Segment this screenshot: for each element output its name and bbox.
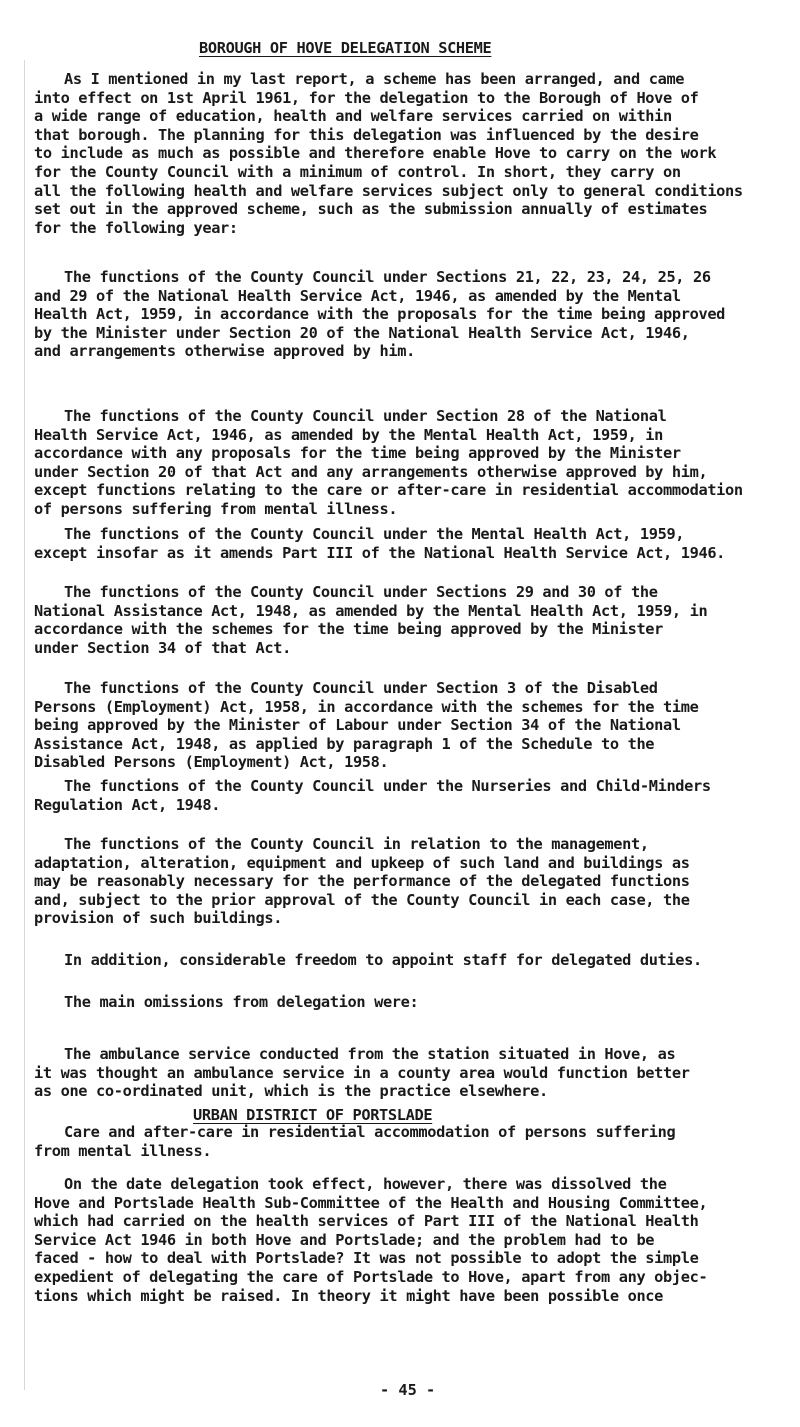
paragraph-line: as one co-ordinated unit, which is the practice elsewhere.	[34, 1082, 548, 1101]
paragraph-line: accordance with the schemes for the time being approved by the Minister	[34, 620, 664, 639]
paragraph-line: from mental illness.	[34, 1141, 212, 1160]
paragraph-line: into effect on 1st April 1961, for the delegation to the Borough of Hove of	[34, 88, 699, 107]
paragraph-line: The functions of the County Council under the Nurseries and Child-Minders	[64, 777, 711, 795]
paragraph-line: under Section 34 of that Act.	[34, 638, 291, 657]
paragraph-line: set out in the approved scheme, such as the submission annually of estimates	[34, 200, 708, 219]
paragraph-line: The functions of the County Council under Sections 21, 22, 23, 24, 25, 26	[64, 268, 711, 286]
paragraph-line: As I mentioned in my last report, a scheme has been arranged, and came	[64, 70, 685, 88]
scan-margin-line	[24, 60, 25, 1390]
paragraph-line: may be reasonably necessary for the performance of the delegated functions	[34, 872, 690, 891]
paragraph-line: Persons (Employment) Act, 1958, in accordance with the schemes for the time	[34, 697, 699, 716]
paragraph-line: tions which might be raised. In theory it might have been possible once	[34, 1286, 664, 1305]
paragraph-line: for the following year:	[34, 218, 238, 237]
paragraph-line: for the County Council with a minimum of control. In short, they carry on	[34, 163, 681, 181]
paragraph-line: except functions relating to the care or after-care in residential accommodation	[34, 481, 743, 500]
paragraph-line: under Section 20 of that Act and any arrangements otherwise approved by him,	[34, 462, 708, 481]
paragraph-line: to include as much as possible and therefore enable Hove to carry on the work	[34, 144, 717, 163]
paragraph-line: expedient of delegating the care of Portslade to Hove, apart from any objec-	[34, 1268, 708, 1286]
paragraph-line: The functions of the County Council under Section 3 of the Disabled	[64, 679, 658, 697]
page-number: - 45 -	[380, 1381, 436, 1399]
paragraph-line: that borough. The planning for this delegation was influenced by the desire	[34, 125, 699, 144]
paragraph-line: it was thought an ambulance service in a county area would function better	[34, 1063, 690, 1082]
paragraph-line: being approved by the Minister of Labour under Section 34 of the National	[34, 716, 681, 735]
paragraph-line: National Assistance Act, 1948, as amended by the Mental Health Act, 1959, in	[34, 601, 708, 620]
paragraph-line: Regulation Act, 1948.	[34, 795, 221, 814]
paragraph-line: except insofar as it amends Part III of the National Health Service Act, 1946.	[34, 543, 726, 562]
paragraph-line: a wide range of education, health and welfare services carried on within	[34, 107, 672, 126]
paragraph-line: accordance with any proposals for the time being approved by the Minister	[34, 444, 681, 463]
heading-borough-of-hove: BOROUGH OF HOVE DELEGATION SCHEME	[199, 39, 492, 57]
paragraph-line: which had carried on the health services of Part III of the National Health	[34, 1212, 699, 1231]
paragraph-line: The functions of the County Council under Section 28 of the National	[64, 407, 667, 425]
paragraph-line: The ambulance service conducted from the station situated in Hove, as	[64, 1045, 676, 1063]
paragraph-line: Care and after-care in residential accommodation of persons suffering	[64, 1123, 676, 1141]
heading-urban-district-portslade: URBAN DISTRICT OF PORTSLADE	[193, 1106, 433, 1124]
paragraph-line: Assistance Act, 1948, as applied by paragraph 1 of the Schedule to the	[34, 734, 655, 753]
paragraph-line: The functions of the County Council in relation to the management,	[64, 835, 649, 853]
paragraph-line: of persons suffering from mental illness.	[34, 500, 398, 518]
paragraph-line: Hove and Portslade Health Sub-Committee of the Health and Housing Committee,	[34, 1193, 708, 1212]
paragraph-line: and, subject to the prior approval of the County Council in each case, the	[34, 890, 690, 909]
paragraph-line: and arrangements otherwise approved by him.	[34, 342, 415, 361]
paragraph-line: Health Service Act, 1946, as amended by the Mental Health Act, 1959, in	[34, 425, 664, 444]
paragraph-line: The functions of the County Council under the Mental Health Act, 1959,	[64, 525, 685, 543]
paragraph-line: The main omissions from delegation were:	[64, 993, 419, 1011]
paragraph-line: provision of such buildings.	[34, 909, 283, 928]
paragraph-line: all the following health and welfare services subject only to general conditions	[34, 181, 743, 200]
paragraph-line: Health Act, 1959, in accordance with the proposals for the time being approved	[34, 305, 726, 324]
paragraph-line: adaptation, alteration, equipment and upkeep of such land and buildings as	[34, 853, 690, 872]
paragraph-line: Service Act 1946 in both Hove and Portslade; and the problem had to be	[34, 1230, 655, 1249]
paragraph-line: The functions of the County Council under Sections 29 and 30 of the	[64, 583, 658, 601]
paragraph-line: In addition, considerable freedom to appoint staff for delegated duties.	[64, 951, 702, 969]
paragraph-line: and 29 of the National Health Service Act, 1946, as amended by the Mental	[34, 286, 681, 305]
paragraph-line: faced - how to deal with Portslade? It was not possible to adopt the simple	[34, 1249, 699, 1268]
paragraph-line: On the date delegation took effect, however, there was dissolved the	[64, 1175, 667, 1193]
paragraph-line: Disabled Persons (Employment) Act, 1958.	[34, 753, 389, 772]
paragraph-line: by the Minister under Section 20 of the National Health Service Act, 1946,	[34, 323, 690, 342]
